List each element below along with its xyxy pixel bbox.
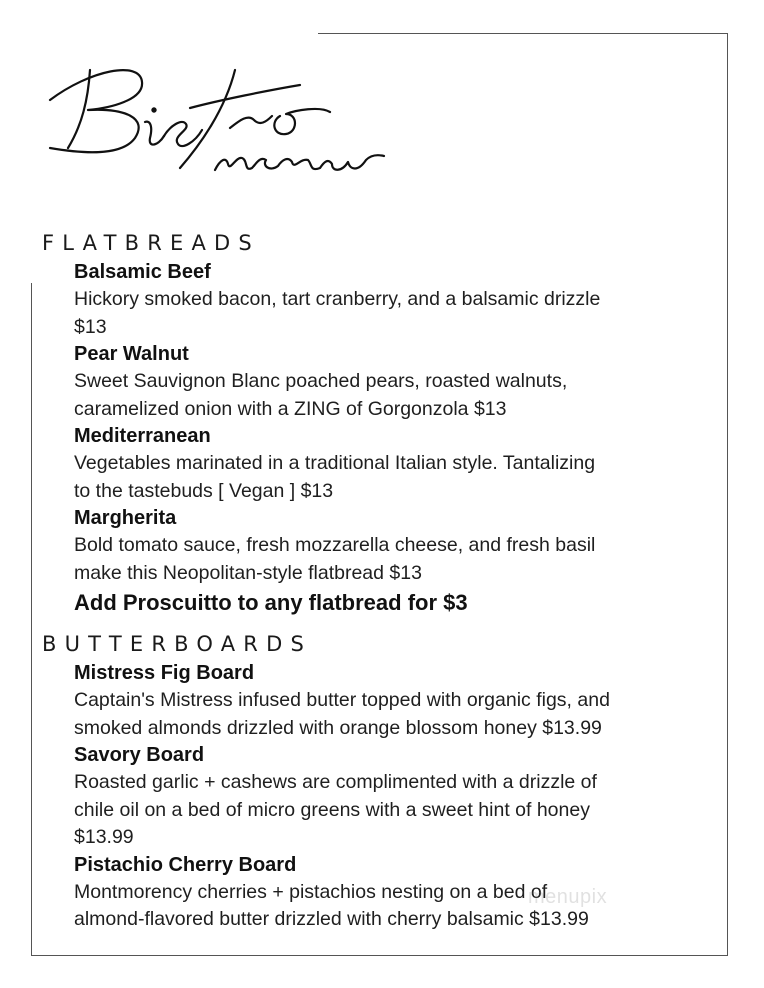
list-item xyxy=(74,742,714,852)
item-description: $13.99 xyxy=(74,826,134,848)
list-item xyxy=(74,660,714,742)
item-description: $13 xyxy=(74,315,107,338)
item-description: Vegetables marinated in a traditional Italian style. Tantalizing xyxy=(74,452,596,474)
item-description: Captain's Mistress infused butter topped with organic figs, and xyxy=(74,689,610,711)
flatbreads-list xyxy=(74,259,714,619)
item-name: Margherita xyxy=(74,507,177,529)
list-item xyxy=(74,505,714,587)
item-description: make this Neopolitan-style flatbread $13 xyxy=(74,561,422,584)
item-name: Mistress Fig Board xyxy=(74,662,255,684)
list-item xyxy=(74,259,714,341)
item-description: to the tastebuds [ Vegan ] $13 xyxy=(74,479,334,502)
item-description: Bold tomato sauce, fresh mozzarella cheese, and fresh basil xyxy=(74,534,596,556)
item-name: Balsamic Beef xyxy=(74,261,211,283)
frame-border-left xyxy=(31,283,32,956)
item-name: Pear Walnut xyxy=(74,343,189,365)
item-description: Hickory smoked bacon, tart cranberry, and a balsamic drizzle xyxy=(74,288,601,310)
bistro-menu-logo xyxy=(30,30,430,200)
item-description: caramelized onion with a ZING of Gorgonzola $13 xyxy=(74,397,507,420)
butterboards-list xyxy=(74,660,714,934)
addon-note: Add Proscuitto to any flatbread for $3 xyxy=(74,590,468,615)
list-item xyxy=(74,423,714,505)
list-item xyxy=(74,852,714,934)
section-title-flatbreads: FLATBREADS xyxy=(42,231,260,255)
logo-script-art xyxy=(30,30,430,200)
item-description: almond-flavored butter drizzled with cherry balsamic $13.99 xyxy=(74,908,589,930)
item-description: Montmorency cherries + pistachios nesting on a bed of xyxy=(74,880,548,903)
watermark: menupix xyxy=(528,886,608,908)
item-name: Savory Board xyxy=(74,744,205,766)
section-title-butterboards: BUTTERBOARDS xyxy=(42,632,312,656)
item-description: chile oil on a bed of micro greens with a sweet hint of honey xyxy=(74,798,590,821)
list-item xyxy=(74,341,714,423)
item-description: smoked almonds drizzled with orange blossom honey $13.99 xyxy=(74,716,602,739)
item-name: Mediterranean xyxy=(74,425,211,447)
item-description: Sweet Sauvignon Blanc poached pears, roasted walnuts, xyxy=(74,370,568,392)
item-name: Pistachio Cherry Board xyxy=(74,853,297,876)
item-description: Roasted garlic + cashews are complimented with a drizzle of xyxy=(74,771,597,793)
